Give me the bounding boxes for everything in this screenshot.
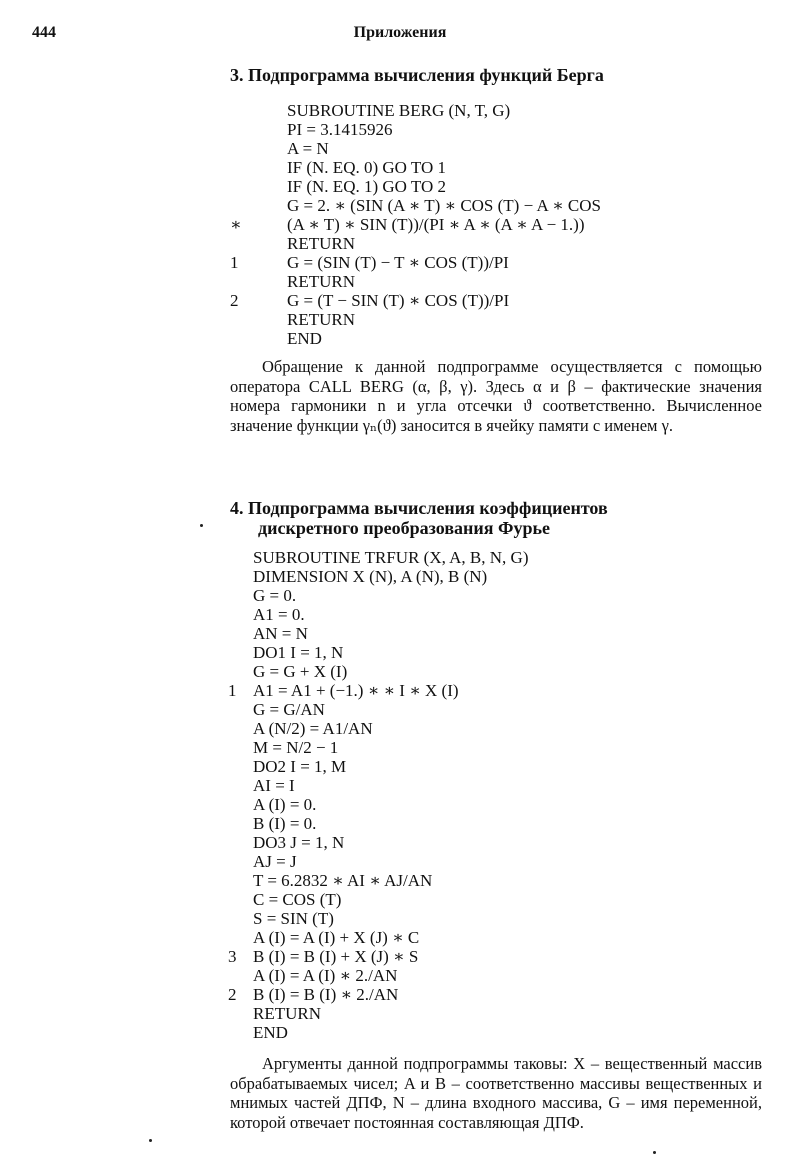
code-line-text: A (I) = 0. <box>253 795 317 814</box>
code-line <box>0 158 800 177</box>
code-line-text: G = 0. <box>253 586 297 605</box>
code-line-text: S = SIN (T) <box>253 909 334 928</box>
code-line <box>0 548 800 567</box>
code-line-text: B (I) = B (I) ∗ 2./AN <box>253 985 399 1004</box>
code-line-label: 1 <box>228 681 237 700</box>
section-4-heading-line2: дискретного преобразования Фурье <box>258 518 551 538</box>
code-line-text: A = N <box>287 139 329 158</box>
code-line <box>0 947 800 966</box>
code-line-text: C = COS (T) <box>253 890 342 909</box>
code-line-text: A1 = A1 + (−1.) ∗ ∗ I ∗ X (I) <box>253 681 459 700</box>
code-line <box>0 624 800 643</box>
code-line-text: T = 6.2832 ∗ AI ∗ AJ/AN <box>253 871 433 890</box>
code-line <box>0 719 800 738</box>
code-line <box>0 757 800 776</box>
code-line-text: A (I) = A (I) ∗ 2./AN <box>253 966 398 985</box>
code-block-berg <box>0 101 800 348</box>
code-line-label: 1 <box>230 253 239 272</box>
code-line <box>0 291 800 310</box>
code-line-text: G = 2. ∗ (SIN (A ∗ T) ∗ COS (T) − A ∗ COS <box>287 196 601 215</box>
code-line <box>0 985 800 1004</box>
code-line <box>0 253 800 272</box>
running-title: Приложения <box>353 24 447 41</box>
code-line <box>0 909 800 928</box>
code-line-text: AJ = J <box>253 852 297 871</box>
code-line <box>0 1023 800 1042</box>
code-line-text: SUBROUTINE TRFUR (X, A, B, N, G) <box>253 548 529 567</box>
code-block-trfur <box>0 548 800 1042</box>
code-line <box>0 833 800 852</box>
code-line-text: DO1 I = 1, N <box>253 643 344 662</box>
scan-speck <box>653 1151 656 1154</box>
code-line <box>0 738 800 757</box>
code-line <box>0 928 800 947</box>
section-4-paragraph <box>230 1054 762 1132</box>
code-line-text: (A ∗ T) ∗ SIN (T))/(PI ∗ A ∗ (A ∗ A − 1.)) <box>287 215 585 234</box>
code-line <box>0 215 800 234</box>
code-line <box>0 272 800 291</box>
code-line-text: PI = 3.1415926 <box>287 120 393 139</box>
code-line <box>0 890 800 909</box>
code-line <box>0 120 800 139</box>
code-line-text: B (I) = B (I) + X (J) ∗ S <box>253 947 419 966</box>
code-line-text: RETURN <box>253 1004 321 1023</box>
code-line-label: 2 <box>228 985 237 1004</box>
code-line <box>0 966 800 985</box>
code-line <box>0 871 800 890</box>
page-number: 444 <box>32 24 56 41</box>
code-line <box>0 567 800 586</box>
paragraph-text: Аргументы данной подпрограммы таковы: X – вещественный массив обрабатываемых чисел; A и B – соответственно массивы вещественных и мнимых частей ДПФ, N – длина входного массива, G – имя переменной, которой отвечает постоянная составляющая ДПФ. <box>230 1054 762 1132</box>
code-line-text: END <box>253 1023 288 1042</box>
code-line-text: RETURN <box>287 234 355 253</box>
section-3-heading: 3. Подпрограмма вычисления функций Берга <box>230 65 604 85</box>
scan-speck <box>149 1139 152 1142</box>
section-3-paragraph <box>230 357 762 435</box>
code-line <box>0 101 800 120</box>
code-line <box>0 700 800 719</box>
code-line-text: DIMENSION X (N), A (N), B (N) <box>253 567 488 586</box>
code-line-text: M = N/2 − 1 <box>253 738 339 757</box>
code-line <box>0 586 800 605</box>
paragraph-text: Обращение к данной подпрограмме осуществляется с помощью оператора CALL BERG (α, β, γ). Здесь α и β – фактические значения номера гармоники n и угла отсечки ϑ соответственно. Вычисленное значение функции γₙ(ϑ) заносится в ячейку памяти с именем γ. <box>230 357 762 435</box>
code-line-label: 3 <box>228 947 237 966</box>
code-line <box>0 681 800 700</box>
code-line-text: G = G/AN <box>253 700 325 719</box>
code-line <box>0 139 800 158</box>
code-line-text: IF (N. EQ. 0) GO TO 1 <box>287 158 446 177</box>
code-line-text: RETURN <box>287 272 355 291</box>
code-line <box>0 852 800 871</box>
code-line-text: G = (SIN (T) − T ∗ COS (T))/PI <box>287 253 509 272</box>
code-line <box>0 196 800 215</box>
code-line-label: 2 <box>230 291 239 310</box>
code-line <box>0 643 800 662</box>
code-line-text: END <box>287 329 322 348</box>
code-line-text: AN = N <box>253 624 308 643</box>
code-line-text: A (I) = A (I) + X (J) ∗ C <box>253 928 420 947</box>
code-line-text: SUBROUTINE BERG (N, T, G) <box>287 101 511 120</box>
section-4-heading-line1: 4. Подпрограмма вычисления коэффициентов <box>230 498 608 518</box>
code-line <box>0 776 800 795</box>
code-line <box>0 177 800 196</box>
code-line-text: B (I) = 0. <box>253 814 317 833</box>
code-line-text: DO2 I = 1, M <box>253 757 347 776</box>
code-line <box>0 1004 800 1023</box>
code-line-text: A1 = 0. <box>253 605 305 624</box>
code-line <box>0 605 800 624</box>
code-line-text: G = (T − SIN (T) ∗ COS (T))/PI <box>287 291 510 310</box>
code-line <box>0 310 800 329</box>
scan-speck <box>200 524 203 527</box>
code-line-text: DO3 J = 1, N <box>253 833 345 852</box>
code-line <box>0 234 800 253</box>
code-line <box>0 795 800 814</box>
code-line-text: AI = I <box>253 776 295 795</box>
code-line-text: IF (N. EQ. 1) GO TO 2 <box>287 177 446 196</box>
code-line-label: ∗ <box>230 215 242 234</box>
code-line <box>0 329 800 348</box>
code-line-text: RETURN <box>287 310 355 329</box>
code-line <box>0 662 800 681</box>
code-line <box>0 814 800 833</box>
code-line-text: A (N/2) = A1/AN <box>253 719 373 738</box>
code-line-text: G = G + X (I) <box>253 662 348 681</box>
